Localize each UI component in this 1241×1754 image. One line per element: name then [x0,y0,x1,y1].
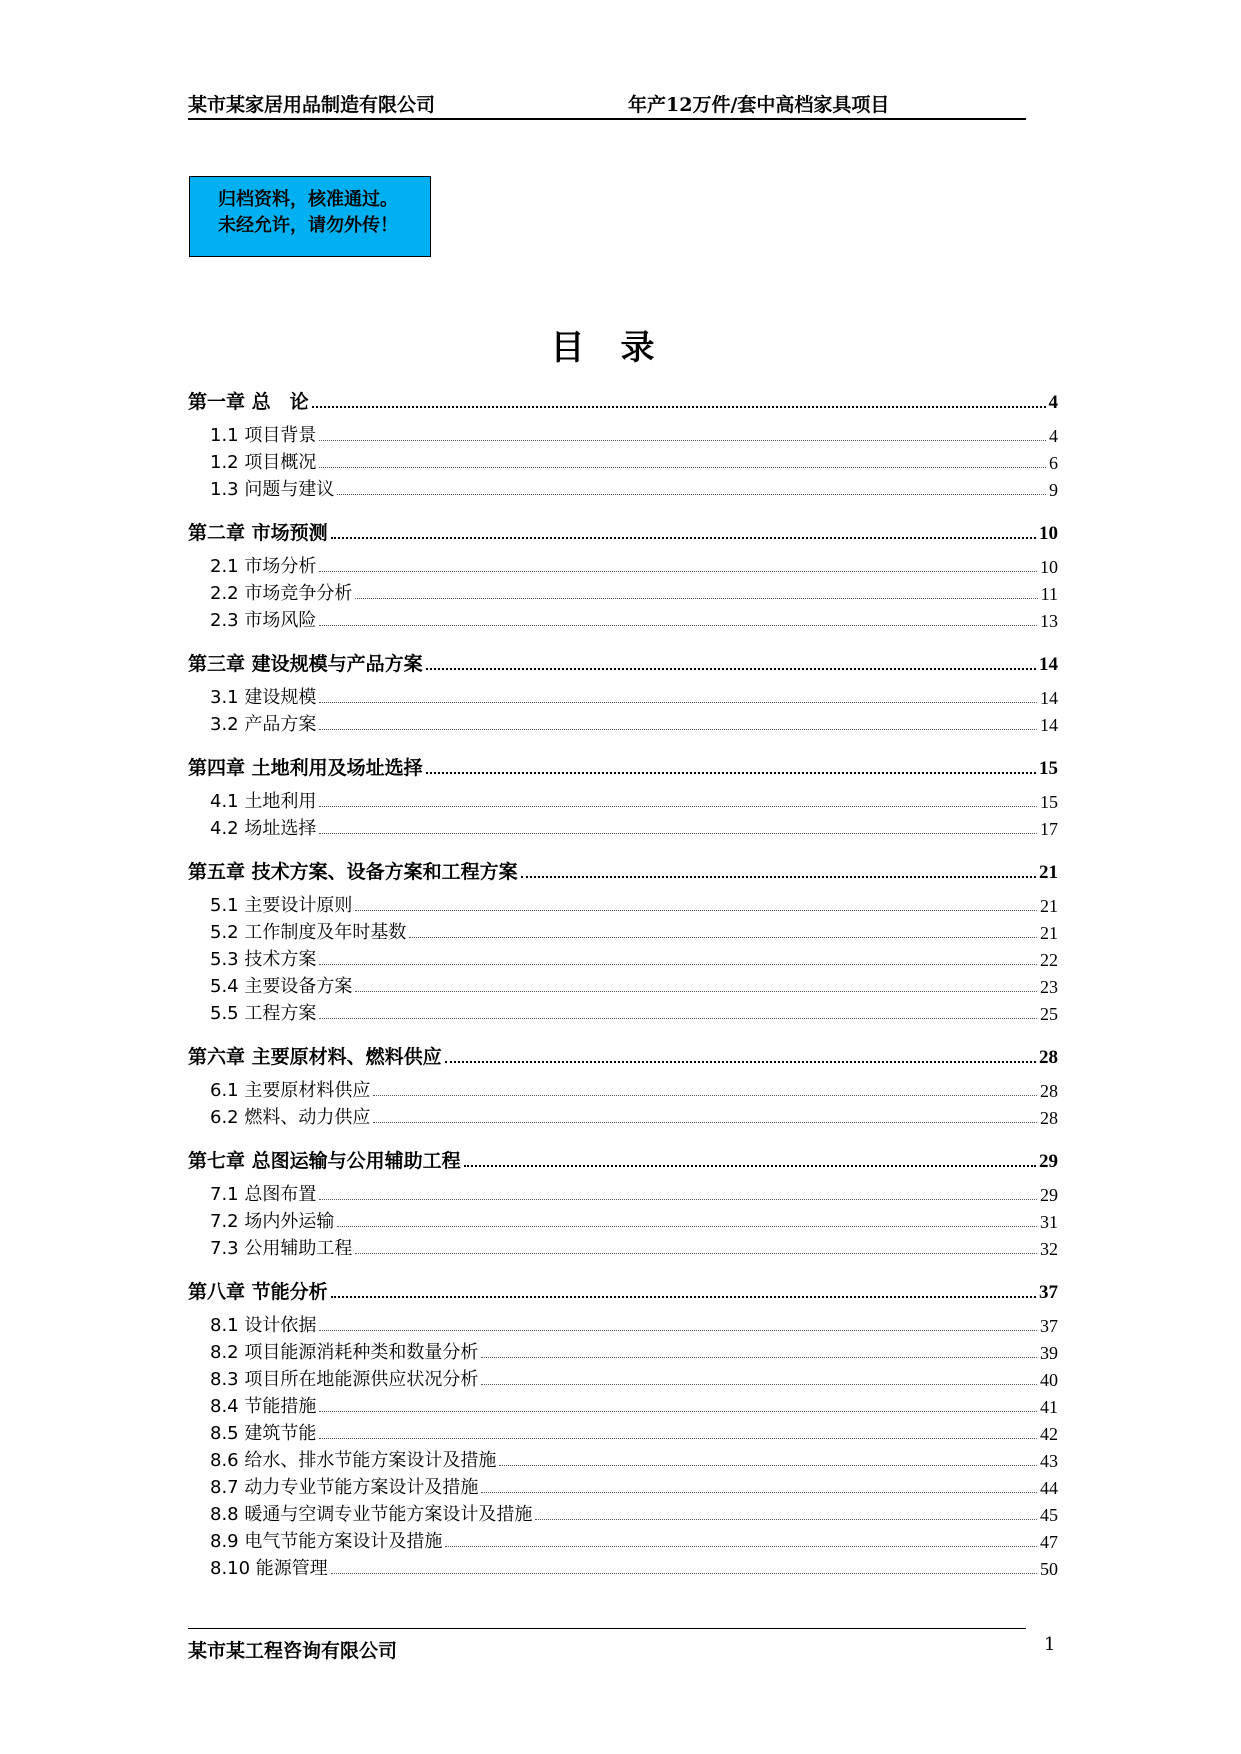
table-of-contents [188,380,1058,1580]
toc-leader-dots [445,1546,1037,1547]
toc-chapter-label: 第一章 总 论 [188,391,309,413]
toc-section-row[interactable] [188,944,1058,971]
toc-chapter-row[interactable] [188,850,1058,884]
toc-section-page: 43 [1040,1451,1058,1471]
toc-leader-dots [319,702,1037,703]
toc-chapter-row[interactable] [188,511,1058,545]
toc-section-page: 15 [1040,792,1058,812]
toc-section-label: 8.1 设计依据 [210,1315,317,1336]
toc-section-row[interactable] [188,998,1058,1025]
page-header [188,88,1026,120]
toc-chapter [188,511,1058,632]
toc-leader-dots [355,1253,1037,1254]
toc-leader-dots [319,1411,1037,1412]
toc-section-row[interactable] [188,709,1058,736]
toc-section-label: 7.3 公用辅助工程 [210,1238,353,1259]
toc-section-row[interactable] [188,890,1058,917]
toc-leader-dots [319,467,1046,468]
toc-section-label: 4.1 土地利用 [210,791,317,812]
page-title: 目录 [550,328,691,368]
toc-section-page: 9 [1049,480,1058,500]
toc-section-label: 6.2 燃料、动力供应 [210,1107,371,1128]
toc-section-label: 6.1 主要原材料供应 [210,1080,371,1101]
toc-section-page: 25 [1040,1004,1058,1024]
toc-chapter-label: 第五章 技术方案、设备方案和工程方案 [188,861,518,883]
toc-section-row[interactable] [188,420,1058,447]
toc-chapter-label: 第八章 节能分析 [188,1281,328,1303]
toc-leader-dots [355,910,1037,911]
toc-section-row[interactable] [188,1364,1058,1391]
toc-chapter [188,1270,1058,1580]
toc-section-page: 32 [1040,1239,1058,1259]
toc-section-page: 42 [1040,1424,1058,1444]
toc-section-page: 37 [1040,1316,1058,1336]
toc-leader-dots [481,1357,1037,1358]
toc-section-row[interactable] [188,474,1058,501]
toc-section-row[interactable] [188,1391,1058,1418]
toc-section-label: 1.3 问题与建议 [210,479,335,500]
toc-section-label: 8.7 动力专业节能方案设计及措施 [210,1477,479,1498]
toc-section-page: 28 [1040,1081,1058,1101]
toc-chapter-row[interactable] [188,746,1058,780]
toc-section-page: 21 [1040,923,1058,943]
toc-chapter-row[interactable] [188,642,1058,676]
toc-leader-dots [319,833,1037,834]
archive-notice-box [189,176,431,257]
toc-section-page: 29 [1040,1185,1058,1205]
toc-section-page: 14 [1040,688,1058,708]
notice-line-2: 未经允许，请勿外传！ [218,215,398,236]
toc-leader-dots [355,598,1037,599]
toc-chapter-row[interactable] [188,1139,1058,1173]
toc-leader-dots [337,494,1046,495]
toc-section-row[interactable] [188,1337,1058,1364]
toc-leader-dots [319,571,1037,572]
toc-leader-dots [331,537,1036,539]
toc-section-label: 3.1 建设规模 [210,687,317,708]
toc-section-row[interactable] [188,1206,1058,1233]
toc-section-row[interactable] [188,786,1058,813]
toc-section-row[interactable] [188,1553,1058,1580]
toc-section-label: 3.2 产品方案 [210,714,317,735]
toc-section-label: 2.2 市场竞争分析 [210,583,353,604]
toc-section-row[interactable] [188,578,1058,605]
toc-chapter [188,380,1058,501]
toc-chapter-page: 15 [1039,758,1058,779]
toc-section-label: 8.2 项目能源消耗种类和数量分析 [210,1342,479,1363]
toc-section-row[interactable] [188,682,1058,709]
toc-leader-dots [331,1573,1037,1574]
toc-section-page: 22 [1040,950,1058,970]
toc-leader-dots [319,625,1037,626]
footer-page-number: 1 [1044,1634,1056,1655]
toc-chapter-label: 第六章 主要原材料、燃料供应 [188,1046,442,1068]
toc-section-label: 5.4 主要设备方案 [210,976,353,997]
toc-section-page: 10 [1040,557,1058,577]
toc-section-page: 23 [1040,977,1058,997]
toc-leader-dots [319,440,1046,441]
toc-section-row[interactable] [188,1472,1058,1499]
toc-chapter-page: 14 [1039,654,1058,675]
toc-section-row[interactable] [188,605,1058,632]
toc-chapter-label: 第三章 建设规模与产品方案 [188,653,423,675]
toc-section-label: 8.6 给水、排水节能方案设计及措施 [210,1450,497,1471]
toc-leader-dots [331,1296,1036,1298]
toc-section-page: 39 [1040,1343,1058,1363]
toc-section-label: 8.10 能源管理 [210,1558,328,1579]
toc-section-row[interactable] [188,1499,1058,1526]
toc-chapter-row[interactable] [188,1035,1058,1069]
toc-section-page: 6 [1049,453,1058,473]
toc-section-label: 7.2 场内外运输 [210,1211,335,1232]
toc-section-page: 50 [1040,1559,1058,1579]
toc-section-page: 28 [1040,1108,1058,1128]
toc-section-row[interactable] [188,1445,1058,1472]
toc-leader-dots [535,1519,1037,1520]
toc-section-row[interactable] [188,1075,1058,1102]
toc-chapter [188,642,1058,736]
toc-section-page: 4 [1049,426,1058,446]
toc-section-label: 8.5 建筑节能 [210,1423,317,1444]
toc-chapter [188,1035,1058,1129]
toc-leader-dots [445,1061,1036,1063]
toc-section-page: 41 [1040,1397,1058,1417]
toc-section-page: 44 [1040,1478,1058,1498]
toc-leader-dots [319,1199,1037,1200]
toc-section-row[interactable] [188,1526,1058,1553]
toc-chapter-page: 29 [1039,1151,1058,1172]
toc-chapter-page: 4 [1048,392,1058,413]
toc-section-page: 40 [1040,1370,1058,1390]
header-project: 年产12万件/套中高档家具项目 [628,94,890,116]
toc-section-row[interactable] [188,1418,1058,1445]
toc-section-label: 5.1 主要设计原则 [210,895,353,916]
toc-section-label: 1.2 项目概况 [210,452,317,473]
toc-leader-dots [464,1165,1036,1167]
toc-leader-dots [319,729,1037,730]
toc-section-label: 5.2 工作制度及年时基数 [210,922,407,943]
toc-section-label: 8.3 项目所在地能源供应状况分析 [210,1369,479,1390]
toc-section-page: 45 [1040,1505,1058,1525]
toc-chapter [188,746,1058,840]
toc-chapter-page: 10 [1039,523,1058,544]
toc-chapter-page: 37 [1039,1282,1058,1303]
toc-section-label: 5.3 技术方案 [210,949,317,970]
toc-section-page: 31 [1040,1212,1058,1232]
toc-section-row[interactable] [188,1233,1058,1260]
toc-leader-dots [373,1122,1037,1123]
toc-section-page: 11 [1040,584,1058,604]
toc-leader-dots [521,876,1036,878]
toc-section-label: 8.4 节能措施 [210,1396,317,1417]
toc-leader-dots [319,1438,1037,1439]
toc-leader-dots [481,1492,1037,1493]
toc-section-label: 5.5 工程方案 [210,1003,317,1024]
toc-section-label: 2.1 市场分析 [210,556,317,577]
toc-section-row[interactable] [188,813,1058,840]
toc-leader-dots [426,772,1036,774]
toc-section-row[interactable] [188,1179,1058,1206]
toc-section-row[interactable] [188,447,1058,474]
toc-leader-dots [319,806,1037,807]
toc-chapter [188,1139,1058,1260]
toc-chapter-label: 第四章 土地利用及场址选择 [188,757,423,779]
toc-chapter-label: 第七章 总图运输与公用辅助工程 [188,1150,461,1172]
toc-leader-dots [355,991,1037,992]
toc-section-label: 4.2 场址选择 [210,818,317,839]
toc-section-label: 8.8 暖通与空调专业节能方案设计及措施 [210,1504,533,1525]
toc-leader-dots [373,1095,1037,1096]
toc-chapter-page: 21 [1039,862,1058,883]
toc-section-label: 2.3 市场风险 [210,610,317,631]
toc-section-row[interactable] [188,971,1058,998]
toc-leader-dots [426,668,1036,670]
toc-leader-dots [337,1226,1037,1227]
toc-section-row[interactable] [188,917,1058,944]
toc-section-page: 21 [1040,896,1058,916]
toc-section-page: 13 [1040,611,1058,631]
toc-chapter-label: 第二章 市场预测 [188,522,328,544]
toc-section-label: 7.1 总图布置 [210,1184,317,1205]
toc-chapter-row[interactable] [188,1270,1058,1304]
toc-section-label: 8.9 电气节能方案设计及措施 [210,1531,443,1552]
toc-section-row[interactable] [188,1102,1058,1129]
toc-leader-dots [481,1384,1037,1385]
notice-line-1: 归档资料，核准通过。 [218,189,398,210]
toc-section-row[interactable] [188,551,1058,578]
toc-leader-dots [409,937,1037,938]
header-company: 某市某家居用品制造有限公司 [188,94,436,116]
toc-leader-dots [319,1018,1037,1019]
footer-divider [188,1628,1026,1629]
footer-company: 某市某工程咨询有限公司 [188,1640,398,1662]
toc-section-label: 1.1 项目背景 [210,425,317,446]
toc-leader-dots [499,1465,1037,1466]
toc-section-page: 14 [1040,715,1058,735]
toc-chapter [188,850,1058,1025]
toc-leader-dots [312,406,1046,408]
toc-leader-dots [319,964,1037,965]
toc-section-row[interactable] [188,1310,1058,1337]
toc-chapter-page: 28 [1039,1047,1058,1068]
toc-section-page: 17 [1040,819,1058,839]
toc-leader-dots [319,1330,1037,1331]
toc-chapter-row[interactable] [188,380,1058,414]
toc-section-page: 47 [1040,1532,1058,1552]
